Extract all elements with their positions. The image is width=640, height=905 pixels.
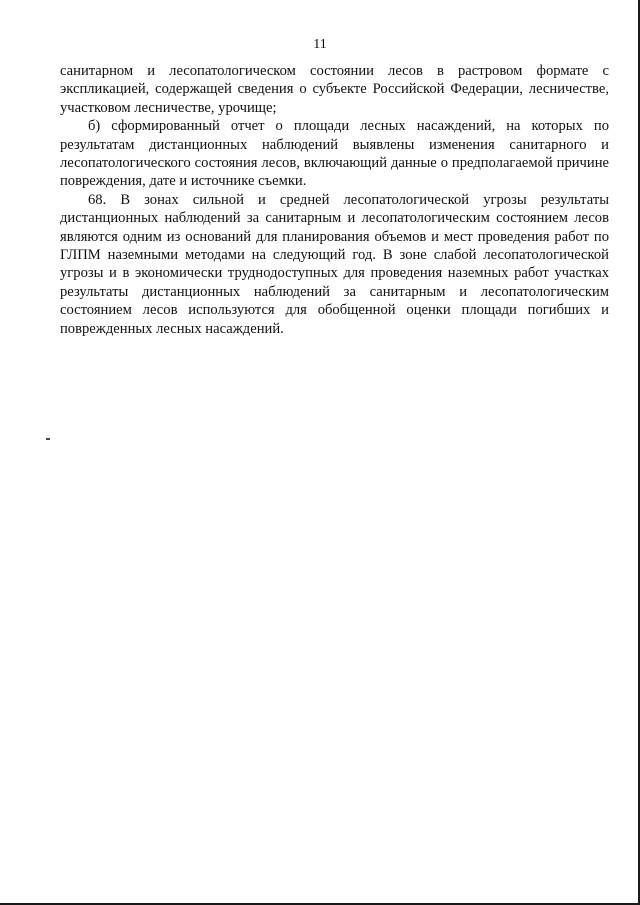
paragraph-continuation: санитарном и лесопатологическом состоянии лесов в растровом формате с экспликацией, содержащей сведения о субъекте Российской Федерации, лесничестве, участковом лесничестве, урочище; — [60, 63, 609, 116]
scan-artifact — [46, 438, 50, 440]
page-number: 11 — [313, 37, 327, 52]
paragraph-68: 68. В зонах сильной и средней лесопатологической угрозы результаты дистанционных наблюдений за санитарным и лесопатологическим состоянием лесов являются одним из оснований для планирования объемов и мест проведения работ по ГЛПМ наземными методами на следующий год. В зоне слабой лесопатологической угрозы и в экономически труднодоступных для проведения наземных работ участках результаты дистанционных наблюдений за санитарным и лесопатологическим состоянием лесов используются для обобщенной оценки площади погибших и поврежденных лесных насаждений. — [60, 191, 609, 337]
paragraph-item-b: б) сформированный отчет о площади лесных насаждений, на которых по результатам дистанционных наблюдений выявлены изменения санитарного и лесопатологического состояния лесов, включающий данные о предполагаемой причине повреждения, дате и источнике съемки. — [60, 118, 609, 190]
body-text — [60, 62, 609, 338]
